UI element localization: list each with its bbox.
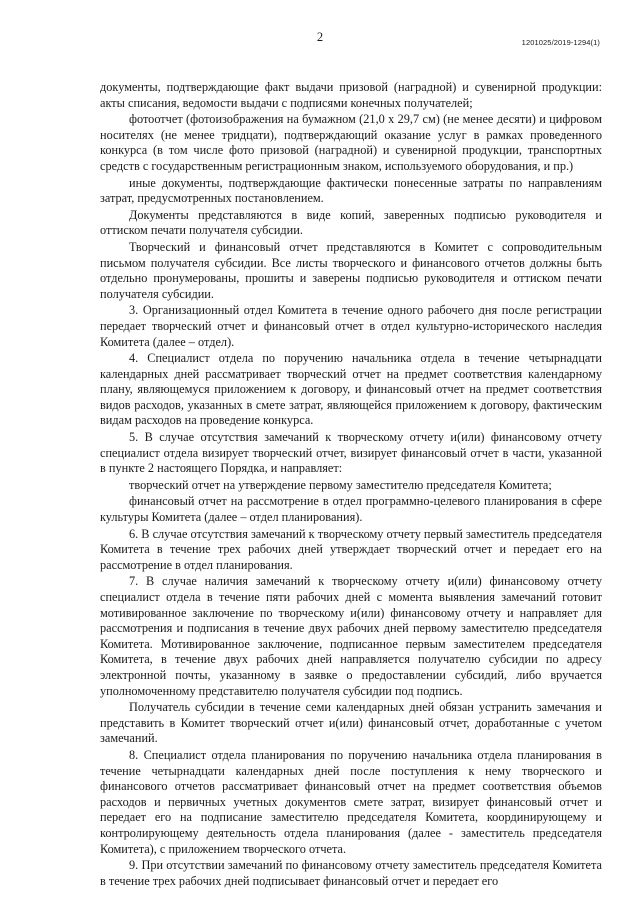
paragraph: творческий отчет на утверждение первому заместителю председателя Комитета;	[129, 477, 552, 492]
paragraph: 9. При отсутствии замечаний по финансовому отчету заместитель председателя Комитета в течение трех рабочих дней подписывает финансовый отчет и передает его	[100, 858, 602, 888]
paragraph: 7. В случае наличия замечаний к творческому отчету и(или) финансовому отчету специалист отдела в течение пяти рабочих дней с момента выявления замечаний готовит мотивированное заключение по творческому и(или) финансовому отчету и направляет для рассмотрения и подписания в течение двух рабочих дней первому заместителю председателя Комитета. Мотивированное заключение, подписанное первым заместителем председателя Комитета, в течение двух рабочих дней направляется получателю субсидии по адресу электронной почты, указанному в заявке о предоставлении субсидий, либо вручается уполномоченному представителю получателя субсидии под подпись.	[100, 574, 602, 698]
paragraph: 5. В случае отсутствия замечаний к творческому отчету и(или) финансовому отчету специалист отдела визирует творческий отчет, визирует финансовый отчет в части, указанной в пункте 2 настоящего Порядка, и направляет:	[100, 430, 602, 476]
paragraph: иные документы, подтверждающие фактически понесенные затраты по направлениям затрат, предусмотренных постановлением.	[100, 175, 602, 206]
paragraph: 8. Специалист отдела планирования по поручению начальника отдела планирования в течение четырнадцати календарных дней после поступления к нему творческого и финансового отчетов рассматривает финансовый отчет на предмет соответствия объемов расходов и первичных учетных документов смете затрат, визирует финансовый отчет и передает его на подписание заместителю председателя Комитета, координирующему и контролирующему деятельность отдела планирования (далее - заместитель председателя Комитета), с приложением творческого отчета.	[100, 747, 602, 856]
page-number: 2	[316, 30, 324, 44]
paragraph: Получатель субсидии в течение семи календарных дней обязан устранить замечания и представить в Комитет творческий отчет и(или) финансовый отчет, доработанные с учетом замечаний.	[100, 700, 602, 746]
document-id: 1201025/2019-1294(1)	[521, 38, 600, 47]
paragraph: финансовый отчет на рассмотрение в отдел программно-целевого планирования в сфере культуры Комитета (далее – отдел планирования).	[100, 494, 602, 525]
paragraph: 6. В случае отсутствия замечаний к творческому отчету первый заместитель председателя Комитета в течение трех рабочих дней утверждает творческий отчет и передает его на рассмотрение в отдел планирования.	[100, 526, 602, 572]
paragraph: 4. Специалист отдела по поручению начальника отдела в течение четырнадцати календарных дней рассматривает творческий отчет на предмет соответствия календарному плану, являющемуся приложением к договору, и финансовый отчет на предмет соответствия видов расходов, указанных в смете затрат, являющейся приложением к договору, фактическим видам расходов на проведение конкурса.	[100, 351, 602, 428]
paragraph: 3. Организационный отдел Комитета в течение одного рабочего дня после регистрации передает творческий отчет и финансовый отчет в отдел культурно-исторического наследия Комитета (далее – отдел).	[100, 303, 602, 349]
paragraph: Документы представляются в виде копий, заверенных подписью руководителя и оттиском печати получателя субсидии.	[100, 207, 602, 238]
document-body	[100, 80, 602, 889]
paragraph: документы, подтверждающие факт выдачи призовой (наградной) и сувенирной продукции: акты списания, ведомости выдачи с подписями конечных получателей;	[100, 80, 602, 110]
paragraph: фотоотчет (фотоизображения на бумажном (21,0 x 29,7 см) (не менее десяти) и цифровом носителях (не менее тридцати), подтверждающий оказание услуг в рамках проведенного конкурса (в том числе фото призовой (наградной) и сувенирной продукции, транспортных средств с государственным регистрационным знаком, используемого оборудования, и пр.)	[100, 112, 602, 173]
paragraph: Творческий и финансовый отчет представляются в Комитет с сопроводительным письмом получателя субсидии. Все листы творческого и финансового отчетов должны быть отдельно пронумерованы, прошиты и заверены подписью руководителя и оттиском печати получателя субсидии.	[100, 239, 602, 301]
